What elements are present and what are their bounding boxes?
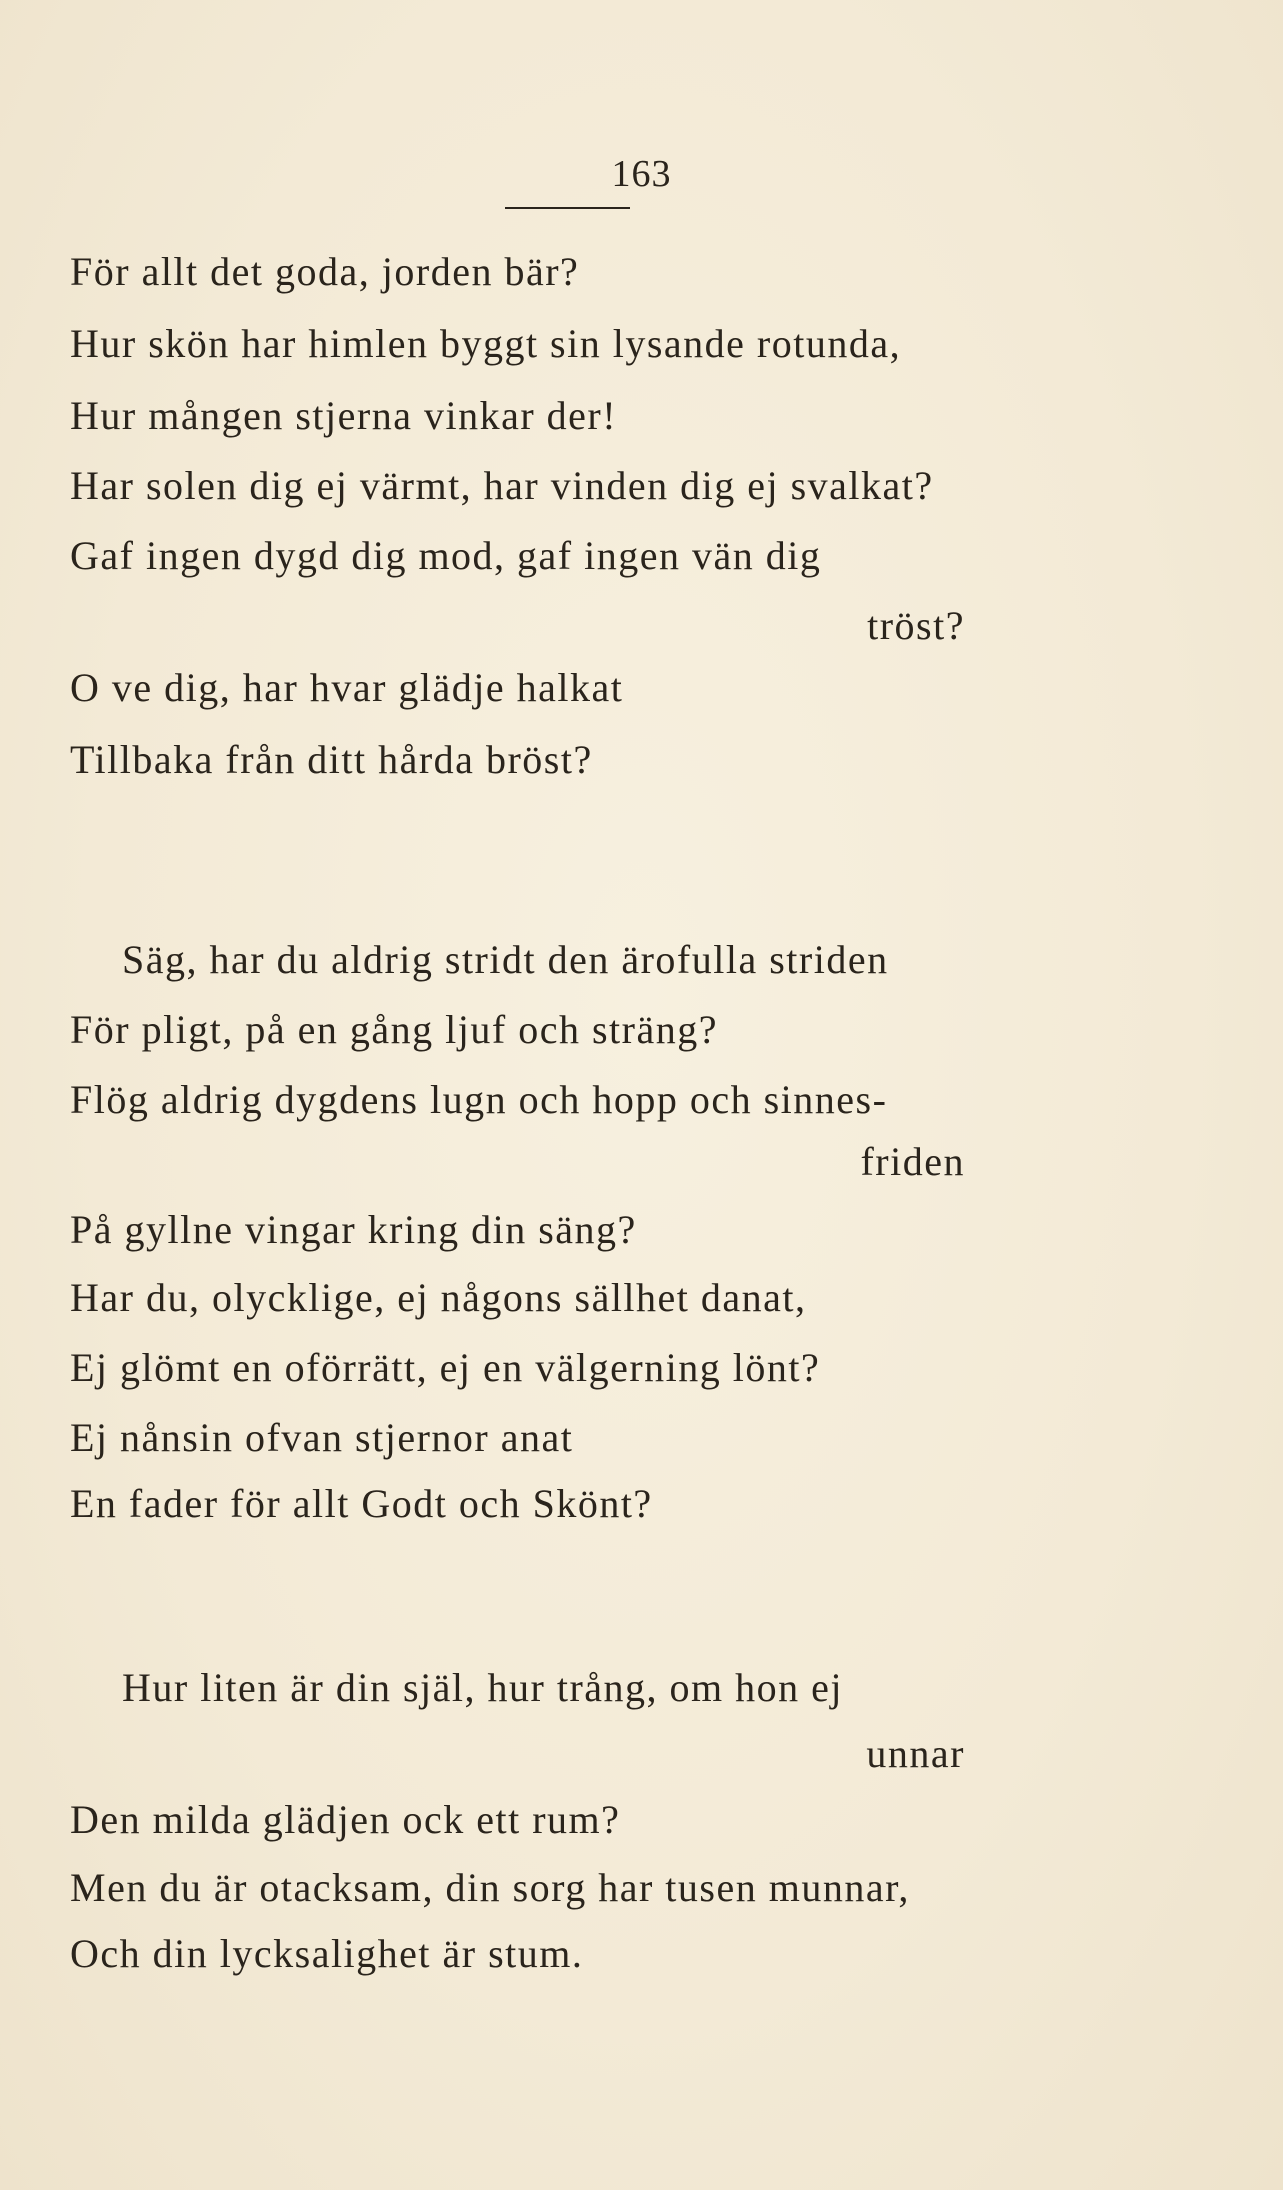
verse-line: Säg, har du aldrig stridt den ärofulla striden — [122, 937, 889, 982]
verse-line: På gyllne vingar kring din säng? — [70, 1207, 637, 1252]
verse-line: Har du, olycklige, ej någons sällhet danat, — [70, 1275, 807, 1320]
verse-line: Ej nånsin ofvan stjernor anat — [70, 1415, 574, 1460]
verse-line-continuation: tröst? — [867, 603, 965, 648]
verse-line: Flög aldrig dygdens lugn och hopp och sinnes- — [70, 1077, 888, 1122]
verse-line: Tillbaka från ditt hårda bröst? — [70, 737, 593, 782]
verse-line: Och din lycksalighet är stum. — [70, 1931, 584, 1976]
verse-line: Men du är otacksam, din sorg har tusen munnar, — [70, 1865, 910, 1910]
verse-line: För allt det goda, jorden bär? — [70, 249, 580, 294]
verse-line-continuation: friden — [860, 1139, 965, 1184]
verse-line: En fader för allt Godt och Skönt? — [70, 1481, 653, 1526]
verse-line: Hur liten är din själ, hur trång, om hon ej — [122, 1665, 844, 1710]
verse-line: Har solen dig ej värmt, har vinden dig ej svalkat? — [70, 463, 934, 508]
verse-line: Hur skön har himlen byggt sin lysande rotunda, — [70, 321, 902, 366]
verse-line: O ve dig, har hvar glädje halkat — [70, 665, 624, 710]
verse-line-continuation: unnar — [866, 1731, 965, 1776]
verse-line: Hur mången stjerna vinkar der! — [70, 393, 618, 438]
verse-line: Gaf ingen dygd dig mod, gaf ingen vän dig — [70, 533, 822, 578]
page-number: 163 — [611, 153, 672, 195]
verse-line: Den milda glädjen ock ett rum? — [70, 1797, 621, 1842]
page-number-rule — [505, 207, 630, 209]
verse-line: För pligt, på en gång ljuf och sträng? — [70, 1007, 718, 1052]
verse-line: Ej glömt en oförrätt, ej en välgerning lönt? — [70, 1345, 821, 1390]
